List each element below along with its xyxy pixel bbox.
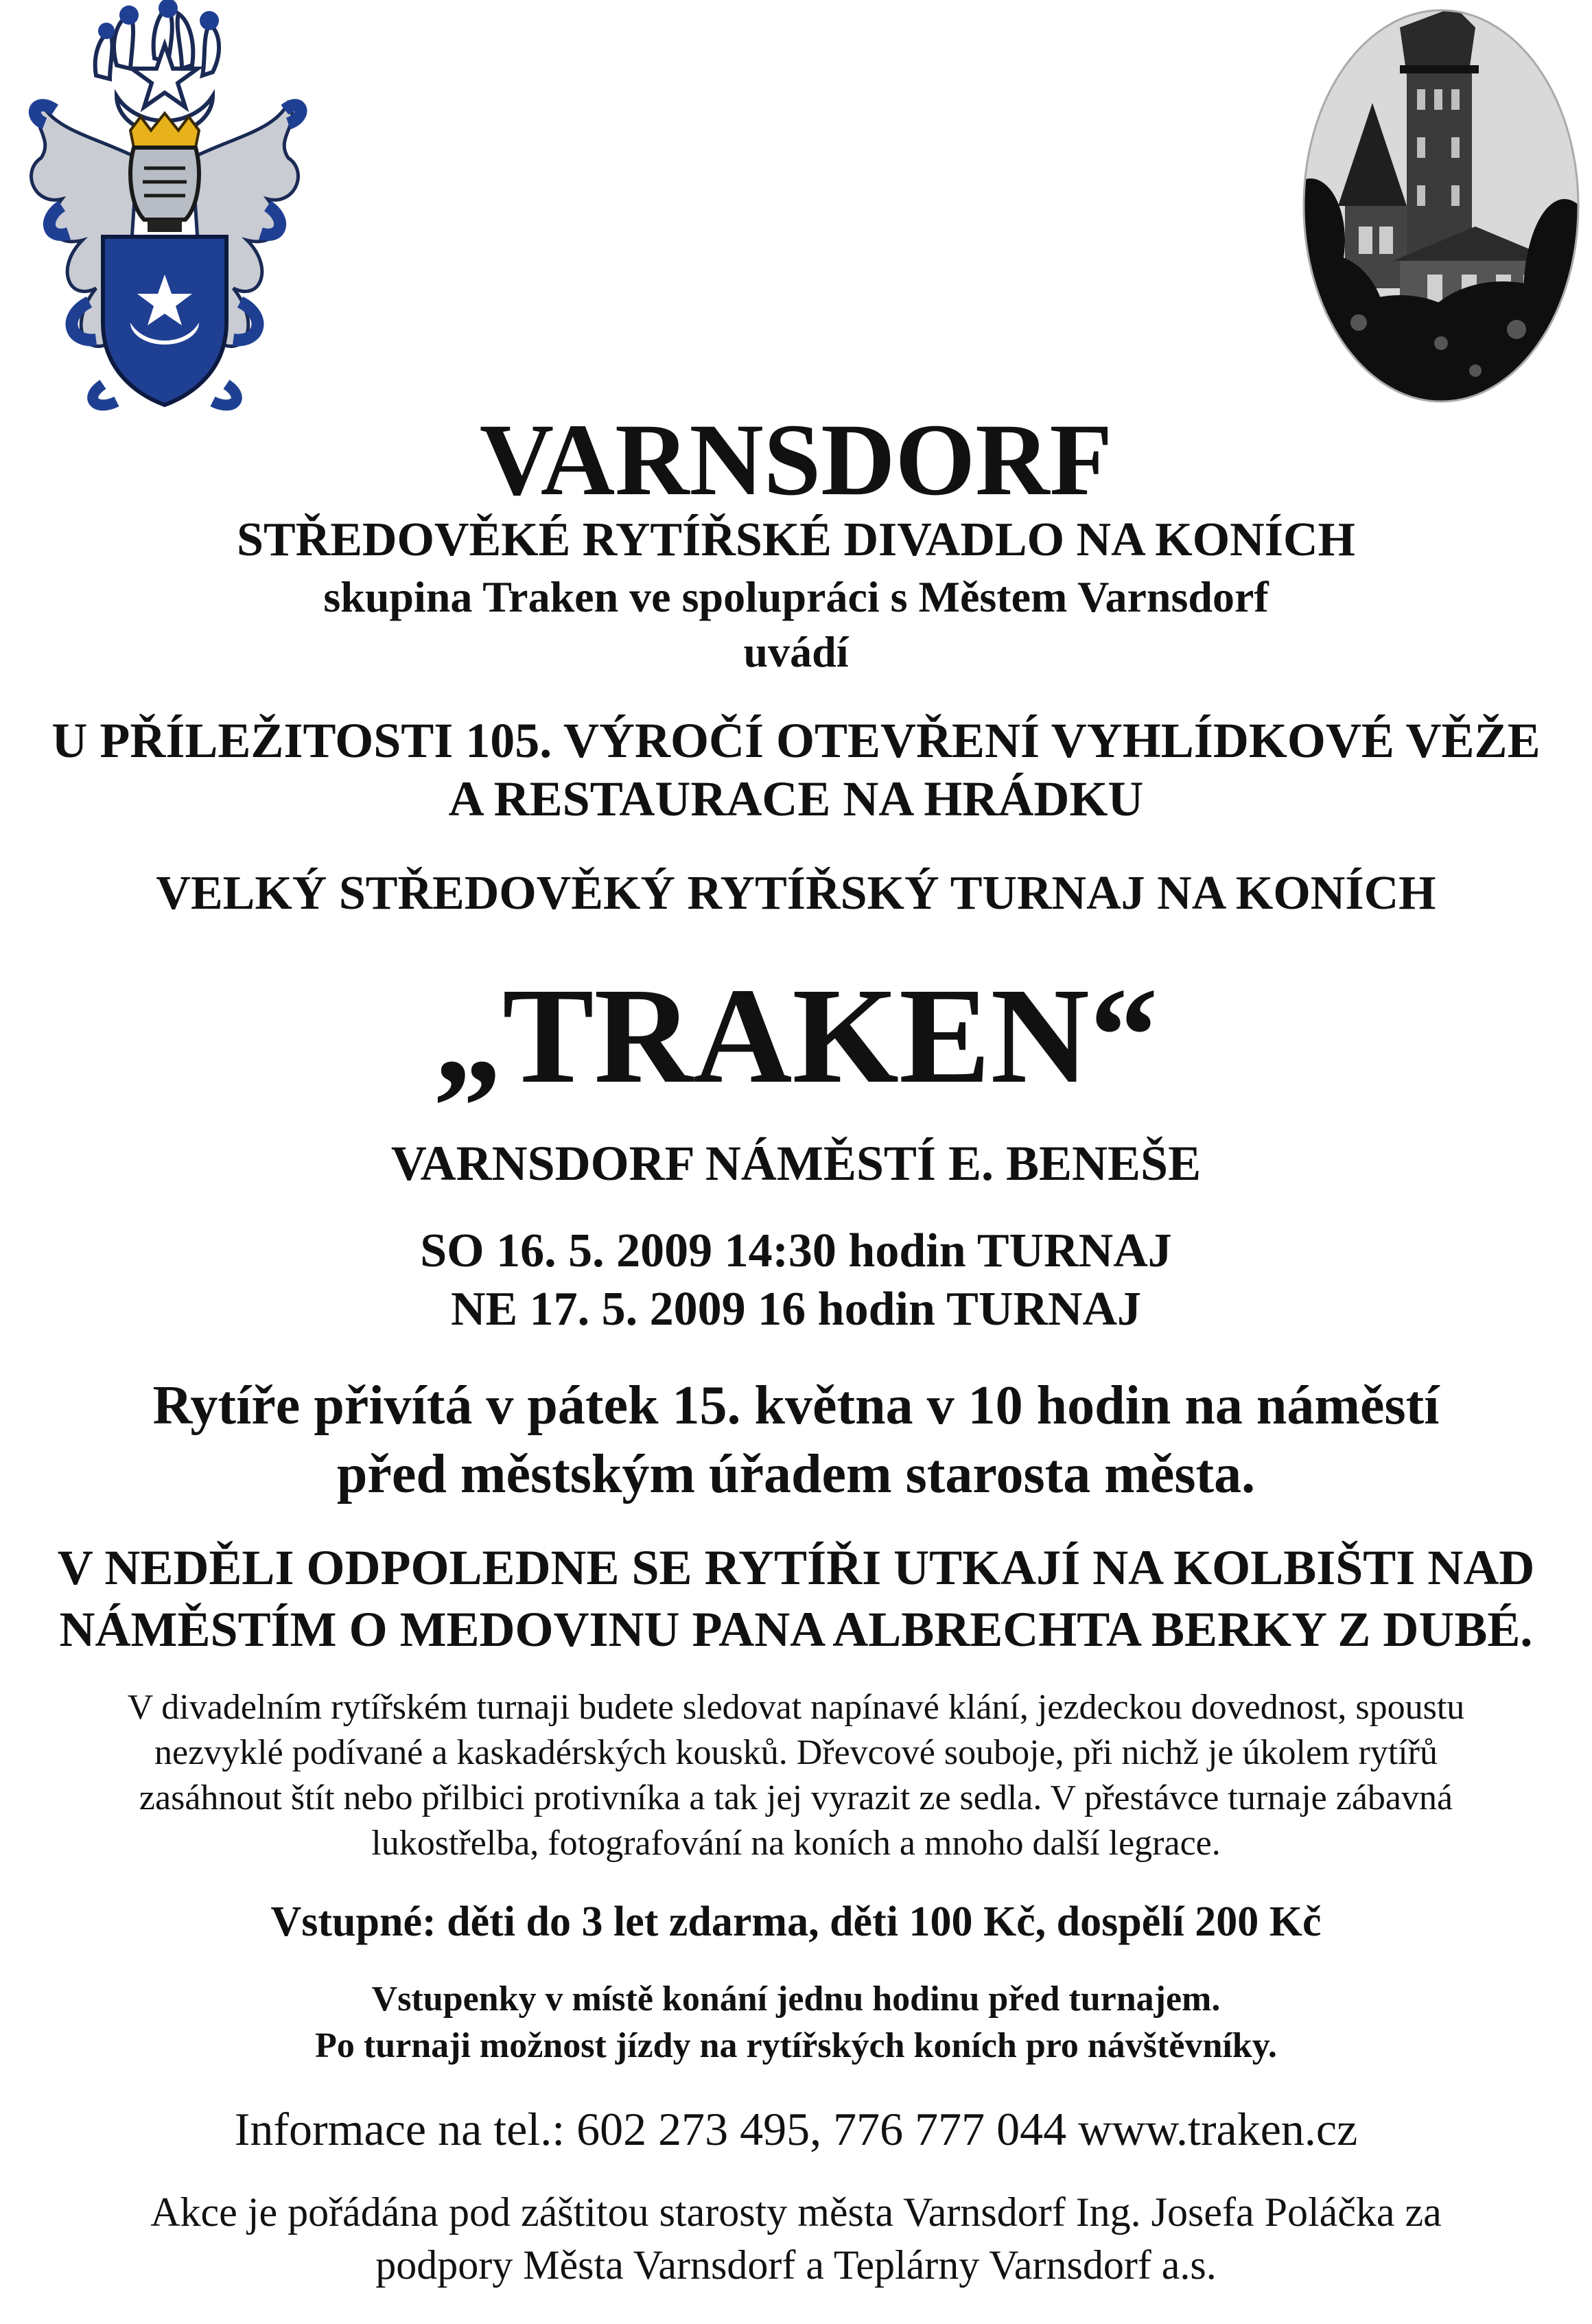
poster-subtitle: STŘEDOVĚKÉ RYTÍŘSKÉ DIVADLO NA KONÍCH [237,513,1355,566]
welcome-line-1: Rytíře přivítá v pátek 15. května v 10 hodin na náměstí [152,1375,1440,1436]
event-date-sunday: NE 17. 5. 2009 16 hodin TURNAJ [450,1283,1142,1336]
admission-prices: Vstupné: děti do 3 let zdarma, děti 100 Kč, dospělí 200 Kč [270,1898,1322,1945]
event-place: VARNSDORF NÁMĚSTÍ E. BENEŠE [390,1136,1202,1191]
occasion-line-2: A RESTAURACE NA HRÁDKU [448,771,1144,826]
sunday-line-1: V NEDĚLI ODPOLEDNE SE RYTÍŘI UTKAJÍ NA KOLBIŠTI NAD [57,1540,1535,1595]
tickets-line-1: Vstupenky v místě konání jednu hodinu před turnajem. [371,1979,1221,2019]
description-line: V divadelním rytířském turnaji budete sledovat napínavé klání, jezdeckou dovednost, spoustu [127,1688,1465,1727]
event-type: VELKÝ STŘEDOVĚKÝ RYTÍŘSKÝ TURNAJ NA KONÍCH [156,867,1436,920]
coat-of-arms-icon [14,0,316,412]
description-line: lukostřelba, fotografování na koních a mnoho další legrace. [371,1824,1221,1863]
patronage-line-2: podpory Města Varnsdorf a Teplárny Varnsdorf a.s. [375,2242,1217,2288]
welcome-line-2: před městským úřadem starosta města. [336,1444,1256,1504]
lookout-tower-illustration [1297,0,1585,412]
patronage-line-1: Akce je pořádána pod záštitou starosty města Varnsdorf Ing. Josefa Poláčka za [150,2189,1442,2235]
contact-info: Informace na tel.: 602 273 495, 776 777 044 www.traken.cz [234,2103,1358,2155]
tickets-line-2: Po turnaji možnost jízdy na rytířských koních pro návštěvníky. [315,2026,1277,2065]
presenter-line: skupina Traken ve spolupráci s Městem Varnsdorf [323,572,1269,621]
poster-title: VARNSDORF [479,403,1113,517]
sunday-line-2: NÁMĚSTÍM O MEDOVINU PANA ALBRECHTA BERKY Z DUBÉ. [59,1602,1533,1657]
occasion-line-1: U PŘÍLEŽITOSTI 105. VÝROČÍ OTEVŘENÍ VYHLÍDKOVÉ VĚŽE [51,713,1541,768]
presents-line: uvádí [743,627,849,676]
description-line: nezvyklé podívané a kaskadérských kousků. Dřevcové souboje, při nichž je úkolem rytířů [154,1733,1438,1772]
event-date-saturday: SO 16. 5. 2009 14:30 hodin TURNAJ [420,1224,1172,1277]
description-line: zasáhnout štít nebo přilbici protivníka a tak jej vyrazit ze sedla. V přestávce turnaje zábavná [139,1778,1453,1817]
event-name: „TRAKEN“ [434,960,1158,1112]
